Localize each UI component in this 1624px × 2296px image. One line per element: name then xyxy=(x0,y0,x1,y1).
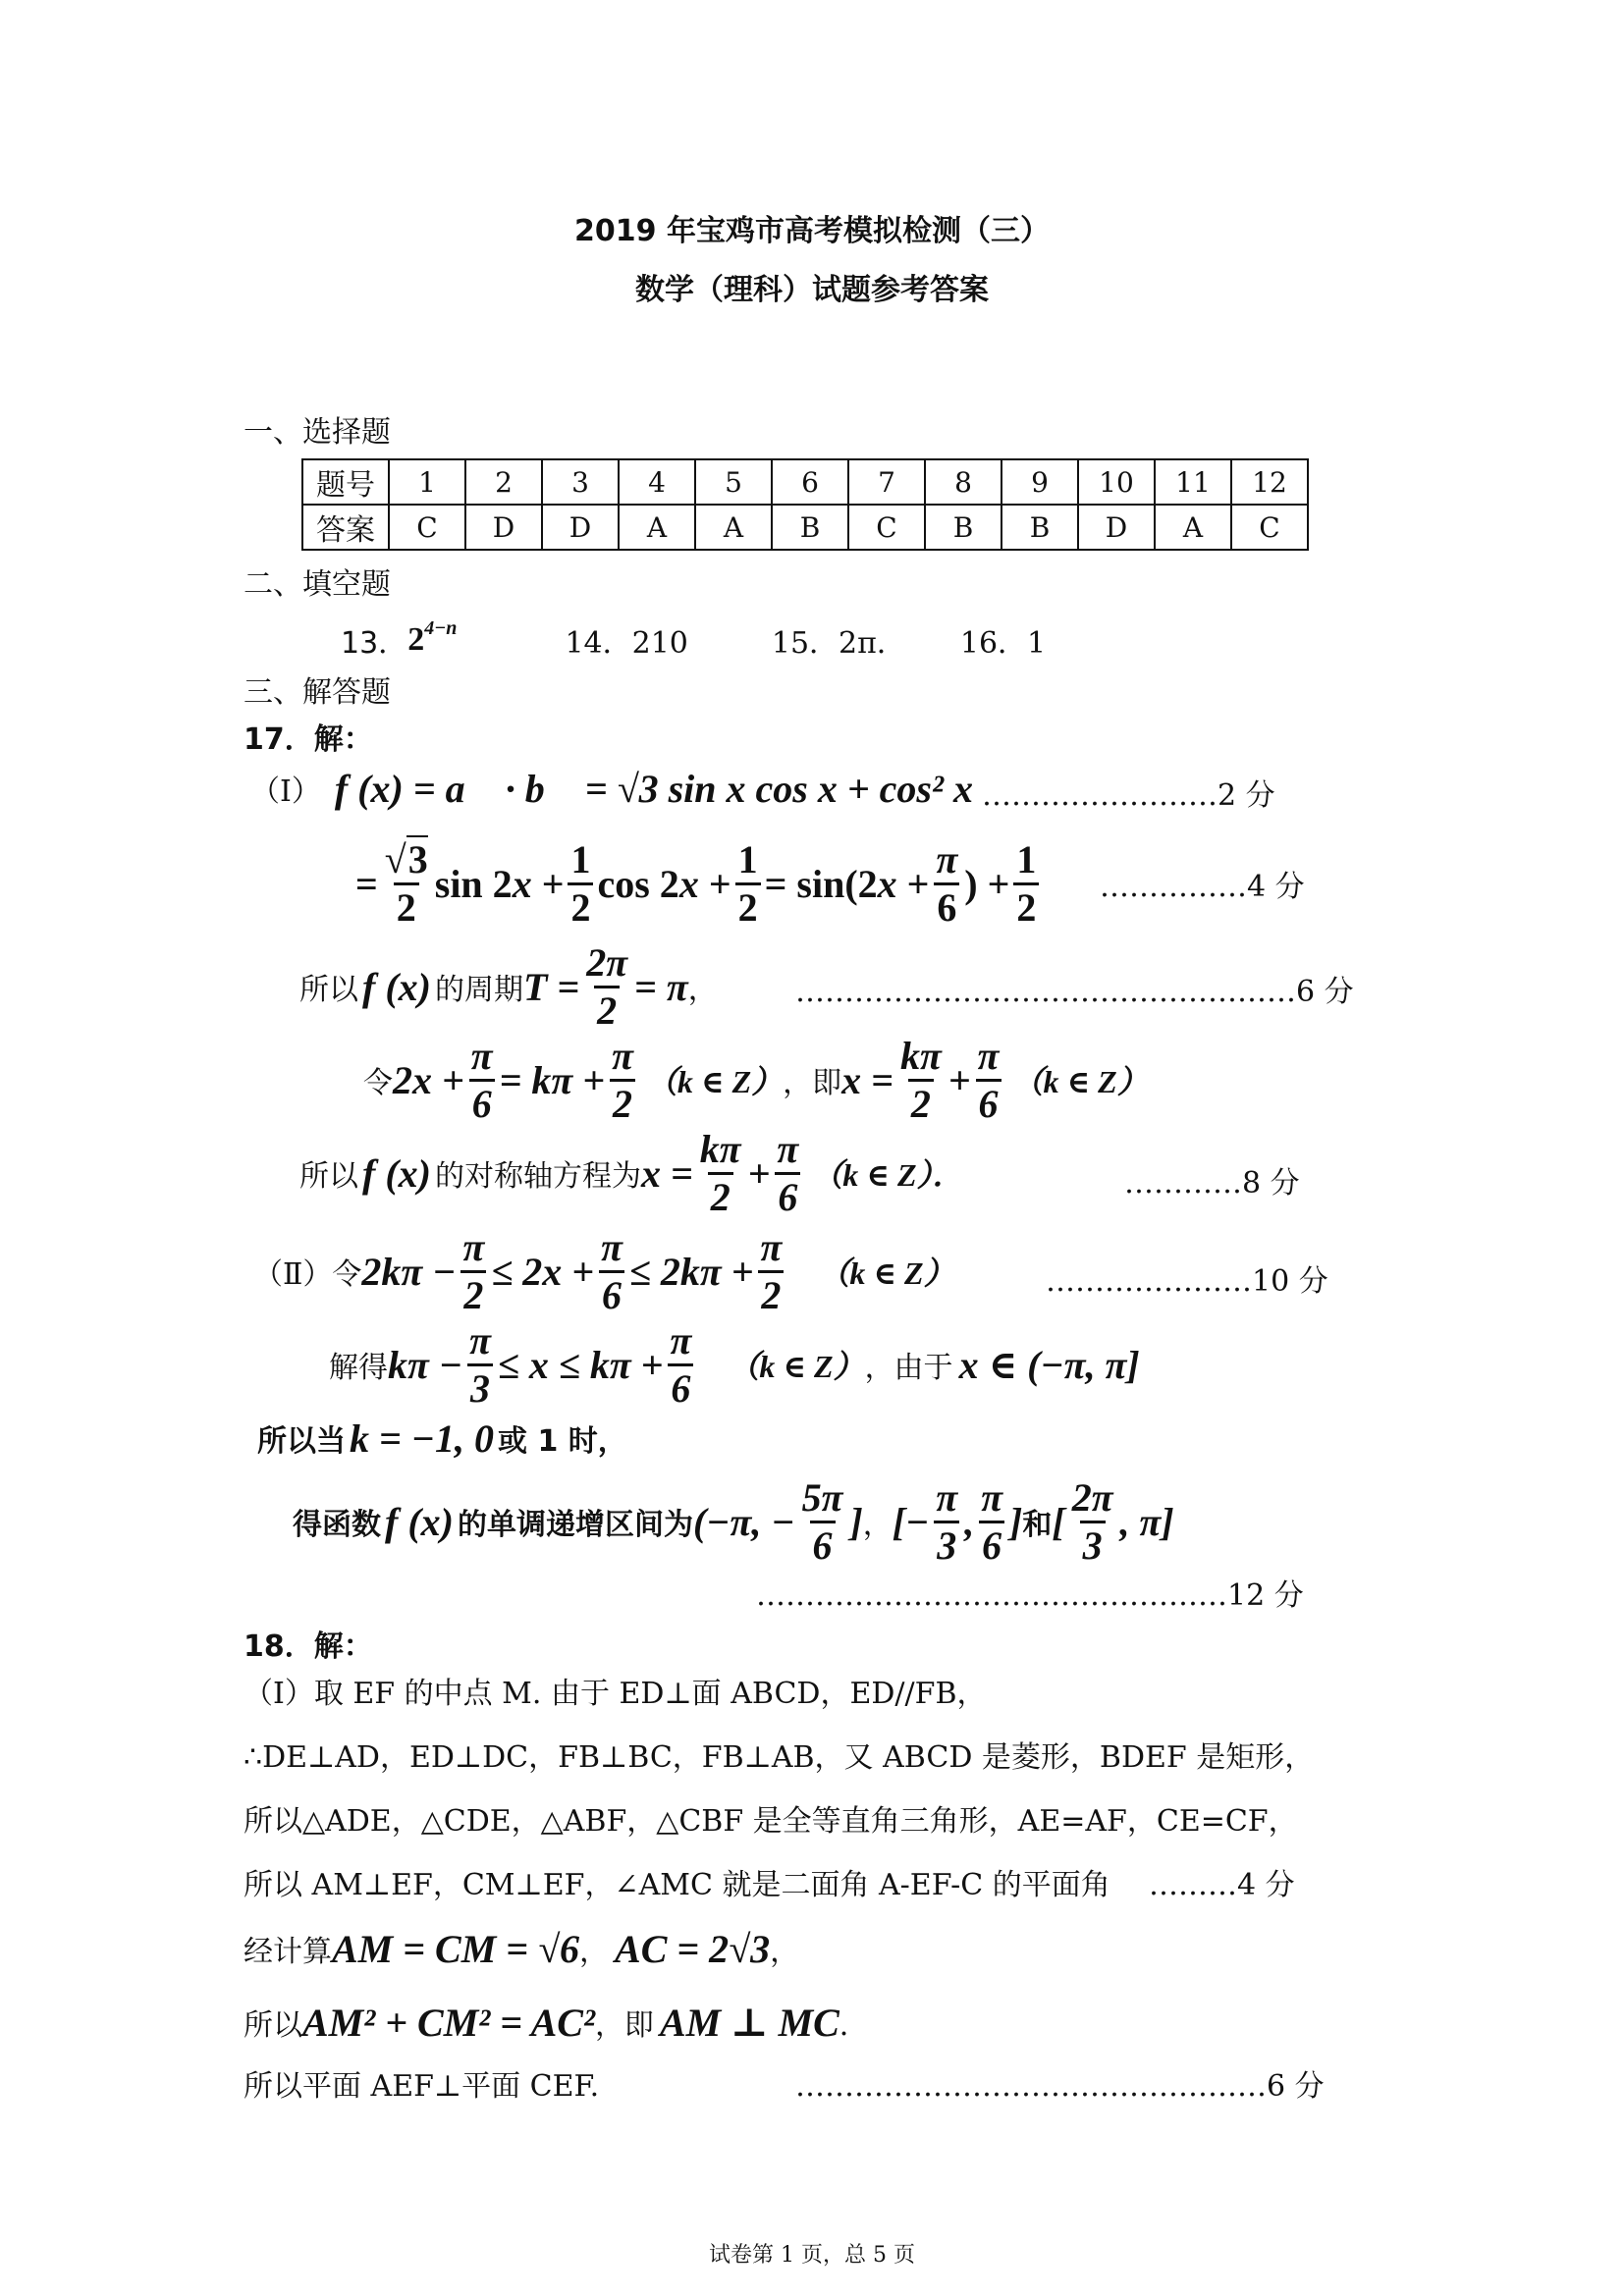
table-header-cell: 答案 xyxy=(302,505,389,550)
q17-axis: 所以 f (x) 的对称轴方程为 x = $\frac{k\pi}{2}$ + $\frac{\pi}{6}$ （k ∈ Z）． xyxy=(299,1126,964,1219)
score-4-q18: ………4 分 xyxy=(1149,1868,1295,1902)
score-6: ……………………………………………6 分 xyxy=(795,975,1354,1009)
q17-eq2: = $\frac{√3}{2}$ sin 2x + $\frac{1}{2}$ cos 2x + $\frac{1}{2}$ = sin(2x + $\frac{\pi}{6}$ ) + $\frac{1}{2}$ xyxy=(355,829,1043,937)
q13-label: 13． xyxy=(341,626,408,661)
table-cell: 11 xyxy=(1155,459,1231,505)
section-fill-heading: 二、填空题 xyxy=(244,567,391,602)
table-cell: 6 xyxy=(772,459,848,505)
score-4: ……………4 分 xyxy=(1100,870,1305,904)
table-cell: 3 xyxy=(542,459,619,505)
table-cell: D xyxy=(542,505,619,550)
q17-eq1: （Ⅰ） f (x) = a⃗ · b⃗ = √3 sin x cos x + cos² x xyxy=(250,766,973,811)
q17-part2: （Ⅱ）令 2kπ − $\frac{\pi}{2}$ ≤ 2x + $\frac{\pi}{6}$ ≤ 2kπ + $\frac{\pi}{2}$ （k ∈ Z） xyxy=(253,1224,955,1317)
q18-line7: 所以平面 AEF⊥平面 CEF. xyxy=(244,2069,600,2104)
table-cell: C xyxy=(389,505,465,550)
table-cell: 7 xyxy=(848,459,925,505)
section-solution-heading: 三、解答题 xyxy=(244,675,391,710)
table-cell: A xyxy=(1155,505,1231,550)
q14-answer: 14．210 xyxy=(565,626,688,661)
q18-label: 18．解： xyxy=(244,1629,373,1664)
table-cell: A xyxy=(695,505,772,550)
q17-solve: 解得 kπ − $\frac{\pi}{3}$ ≤ x ≤ kπ + $\frac{\pi}{6}$ （k ∈ Z） ，由于 x ∈ (−π, π] xyxy=(329,1317,1140,1411)
table-cell: C xyxy=(1231,505,1308,550)
q17-intervals: 得函数 f (x) 的单调递增区间为 (−π, − $\frac{5\pi}{6}$ ] ， [− $\frac{\pi}{3}$ , $\frac{\pi}{6}$ ] 和 [ $\frac{2\pi}{3}$ , π] xyxy=(293,1474,1174,1568)
table-cell: 9 xyxy=(1001,459,1078,505)
table-cell: 2 xyxy=(465,459,542,505)
score-2: ……………………2 分 xyxy=(982,778,1275,813)
answer-table xyxy=(301,458,1309,551)
table-cell: 10 xyxy=(1078,459,1155,505)
q18-line6: 所以 AM² + CM² = AC² ，即 AM ⊥ MC ． xyxy=(244,2000,869,2045)
q15-answer: 15．2π． xyxy=(771,626,906,661)
table-cell: 12 xyxy=(1231,459,1308,505)
q18-line2: ∴DE⊥AD，ED⊥DC，FB⊥BC，FB⊥AB，又 ABCD 是菱形，BDEF 是矩形， xyxy=(244,1740,1315,1775)
table-header-cell: 题号 xyxy=(302,459,389,505)
page-footer: 试卷第 1 页，总 5 页 xyxy=(709,2243,915,2268)
table-row xyxy=(302,459,1308,505)
table-cell: C xyxy=(848,505,925,550)
score-12: …………………………………………12 分 xyxy=(756,1578,1304,1613)
q17-eq1-formula: f (x) = a⃗ · b⃗ = √3 sin x cos x + cos² x xyxy=(334,766,973,811)
q17-k-values: 所以当 k = −1, 0 或 1 时， xyxy=(257,1415,627,1461)
q13-base: 2 xyxy=(407,621,425,658)
table-row xyxy=(302,505,1308,550)
q18-line3: 所以△ADE，△CDE，△ABF，△CBF 是全等直角三角形，AE=AF，CE=CF， xyxy=(244,1804,1298,1839)
q17-label: 17．解： xyxy=(244,722,373,757)
q16-answer: 16．1 xyxy=(959,626,1047,661)
q13-exponent: 4−n xyxy=(424,616,458,639)
q17-period: 所以 f (x) 的周期 T = $\frac{2\pi}{2}$ = π ， xyxy=(299,939,718,1033)
q18-line5: 经计算 AM = CM = √6 ， AC = 2√3 ， xyxy=(244,1926,800,1971)
table-cell: A xyxy=(619,505,695,550)
score-6-q18: …………………………………………6 分 xyxy=(795,2069,1325,2104)
section-choice-heading: 一、选择题 xyxy=(244,415,391,450)
table-cell: D xyxy=(1078,505,1155,550)
q18-line1: （Ⅰ）取 EF 的中点 M. 由于 ED⊥面 ABCD，ED//FB， xyxy=(244,1677,987,1711)
fill-in-answers xyxy=(341,618,1046,662)
q17-ling: 令 2x + $\frac{\pi}{6}$ = kπ + $\frac{\pi}{2}$ （k ∈ Z） ，即 x = $\frac{k\pi}{2}$ + $\frac{\pi}{6}$ （k ∈ Z） xyxy=(363,1033,1149,1126)
table-cell: B xyxy=(925,505,1001,550)
q18-line4: 所以 AM⊥EF，CM⊥EF，∠AMC 就是二面角 A-EF-C 的平面角 xyxy=(244,1868,1110,1902)
table-cell: D xyxy=(465,505,542,550)
table-cell: B xyxy=(1001,505,1078,550)
score-10: …………………10 分 xyxy=(1046,1264,1328,1299)
table-cell: 4 xyxy=(619,459,695,505)
table-cell: 8 xyxy=(925,459,1001,505)
score-8: …………8 分 xyxy=(1124,1166,1300,1201)
table-cell: 5 xyxy=(695,459,772,505)
table-cell: B xyxy=(772,505,848,550)
table-cell: 1 xyxy=(389,459,465,505)
page-subtitle: 数学（理科）试题参考答案 xyxy=(635,273,989,307)
page-title: 2019 年宝鸡市高考模拟检测（三） xyxy=(574,214,1050,248)
